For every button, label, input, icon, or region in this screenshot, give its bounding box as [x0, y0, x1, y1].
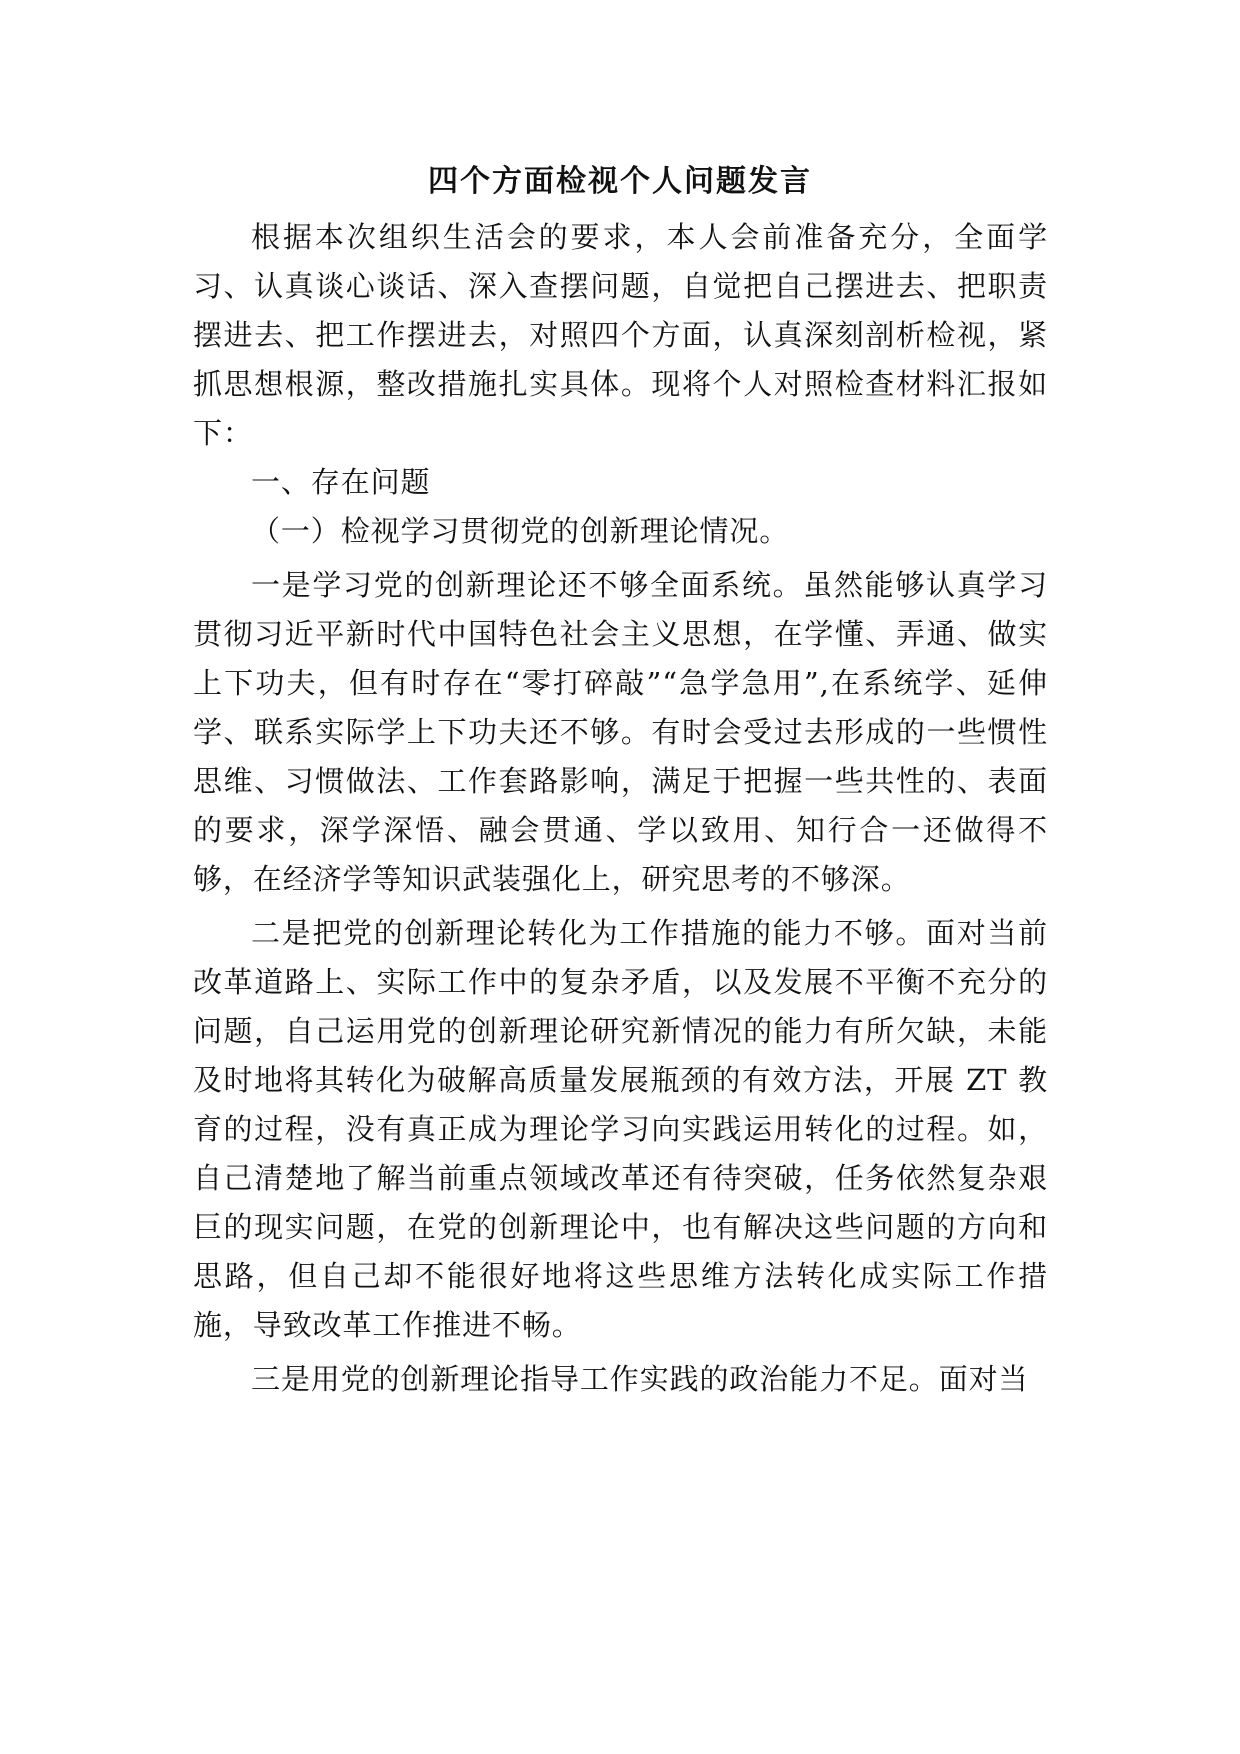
intro-paragraph: 根据本次组织生活会的要求，本人会前准备充分，全面学习、认真谈心谈话、深入查摆问题，自觉把自己摆进去、把职责摆进去、把工作摆进去，对照四个方面，认真深刻剖析检视，紧抓思想根源，整改措施扎实具体。现将个人对照检查材料汇报如下：: [193, 220, 1048, 450]
section-heading: 一、存在问题: [251, 465, 431, 499]
document-body: [193, 213, 1048, 1404]
document-title: 四个方面检视个人问题发言: [428, 164, 812, 199]
body-paragraph-1: 一是学习党的创新理论还不够全面系统。虽然能够认真学习贯彻习近平新时代中国特色社会主义思想，在学懂、弄通、做实上下功夫，但有时存在“零打碎敲”“急学急用”,在系统学、延伸学、联系实际学上下功夫还不够。有时会受过去形成的一些惯性思维、习惯做法、工作套路影响，满足于把握一些共性的、表面的要求，深学深悟、融会贯通、学以致用、知行合一还做得不够，在经济学等知识武装强化上，研究思考的不够深。: [193, 568, 1048, 896]
body-paragraph-3: 三是用党的创新理论指导工作实践的政治能力不足。面对当: [251, 1362, 1029, 1396]
body-paragraph-2: 二是把党的创新理论转化为工作措施的能力不够。面对当前改革道路上、实际工作中的复杂矛盾，以及发展不平衡不充分的问题，自己运用党的创新理论研究新情况的能力有所欠缺，未能及时地将其转化为破解高质量发展瓶颈的有效方法，开展 ZT 教育的过程，没有真正成为理论学习向实践运用转化的过程。如，自己清楚地了解当前重点领域改革还有待突破，任务依然复杂艰巨的现实问题，在党的创新理论中，也有解决这些问题的方向和思路，但自己却不能很好地将这些思维方法转化成实际工作措施，导致改革工作推进不畅。: [193, 916, 1048, 1342]
subsection-heading: （一）检视学习贯彻党的创新理论情况。: [251, 514, 790, 548]
